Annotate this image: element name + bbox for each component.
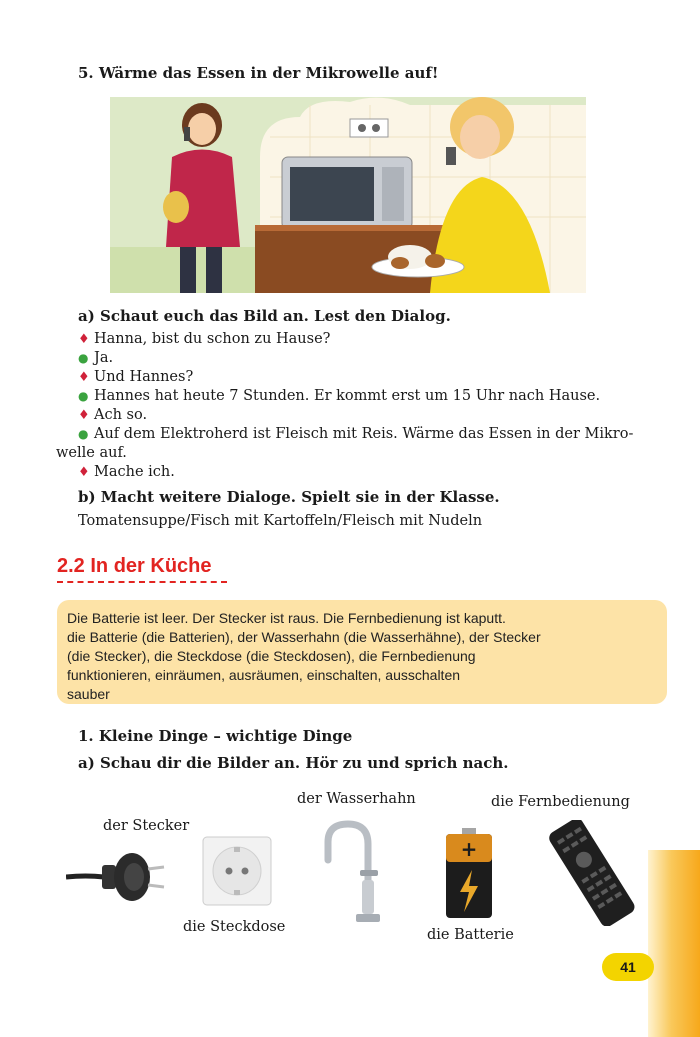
vocabulary-box bbox=[57, 600, 667, 704]
dialog-line bbox=[78, 330, 648, 349]
phone-call-illustration bbox=[110, 97, 586, 293]
task-a-heading: a) Schau dir die Bilder an. Hör zu und sprich nach. bbox=[78, 754, 509, 772]
caption-fernbedienung: die Fernbedienung bbox=[491, 794, 630, 810]
diamond-icon: ♦ bbox=[78, 465, 90, 480]
caption-stecker: der Stecker bbox=[103, 818, 190, 834]
vocab-line: Die Batterie ist leer. Der Stecker ist raus. Die Fernbedienung ist kaputt. bbox=[67, 610, 506, 626]
section-title: 2.2 In der Küche bbox=[57, 555, 212, 577]
section-underline bbox=[57, 581, 227, 583]
faucet-icon bbox=[322, 820, 382, 924]
caption-wasserhahn: der Wasserhahn bbox=[297, 791, 416, 807]
caption-batterie: die Batterie bbox=[427, 927, 514, 943]
dialog-text: Ja. bbox=[94, 350, 114, 366]
dot-icon: ● bbox=[78, 389, 89, 403]
dialog-line bbox=[78, 387, 648, 406]
diamond-icon: ♦ bbox=[78, 408, 90, 423]
task-b-heading: b) Macht weitere Dialoge. Spielt sie in der Klasse. bbox=[78, 488, 500, 506]
vocab-line: sauber bbox=[67, 686, 110, 702]
dialog-line bbox=[78, 368, 648, 387]
dialog bbox=[56, 330, 648, 482]
dialog-line bbox=[78, 463, 648, 482]
dialog-text: Ach so. bbox=[94, 407, 148, 423]
diamond-icon: ♦ bbox=[78, 332, 90, 347]
socket-icon bbox=[202, 836, 272, 906]
page-edge-strip bbox=[648, 850, 700, 1037]
dialog-text: Auf dem Elektroherd ist Fleisch mit Reis. Wärme das Essen in der Mikro- bbox=[94, 426, 634, 442]
dialog-continuation: welle auf. bbox=[56, 445, 127, 461]
page-number: 41 bbox=[602, 953, 654, 981]
dialog-text: Und Hannes? bbox=[94, 369, 194, 385]
variants-text: Tomatensuppe/Fisch mit Kartoffeln/Fleisch mit Nudeln bbox=[78, 513, 483, 529]
task-a-heading: a) Schaut euch das Bild an. Lest den Dialog. bbox=[78, 307, 451, 325]
exercise-title: 5. Wärme das Essen in der Mikrowelle auf! bbox=[78, 64, 439, 82]
dialog-line bbox=[78, 349, 648, 368]
dialog-line bbox=[78, 425, 648, 444]
remote-control-icon bbox=[543, 820, 639, 926]
dot-icon: ● bbox=[78, 351, 89, 365]
caption-steckdose: die Steckdose bbox=[183, 919, 286, 935]
dialog-text: Hannes hat heute 7 Stunden. Er kommt erst um 15 Uhr nach Hause. bbox=[94, 388, 601, 404]
battery-icon bbox=[444, 828, 494, 920]
dot-icon: ● bbox=[78, 427, 89, 441]
dialog-text: Mache ich. bbox=[94, 464, 175, 480]
svg-text:+: + bbox=[460, 837, 478, 861]
dialog-line bbox=[78, 406, 648, 425]
diamond-icon: ♦ bbox=[78, 370, 90, 385]
vocab-line: die Batterie (die Batterien), der Wasserhahn (die Wasserhähne), der Stecker bbox=[67, 629, 541, 645]
plug-icon bbox=[66, 847, 166, 903]
exercise-title: 1. Kleine Dinge – wichtige Dinge bbox=[78, 727, 353, 745]
vocab-line: (die Stecker), die Steckdose (die Steckdosen), die Fernbedienung bbox=[67, 648, 476, 664]
dialog-text: Hanna, bist du schon zu Hause? bbox=[94, 331, 331, 347]
vocab-line: funktionieren, einräumen, ausräumen, einschalten, ausschalten bbox=[67, 667, 461, 683]
